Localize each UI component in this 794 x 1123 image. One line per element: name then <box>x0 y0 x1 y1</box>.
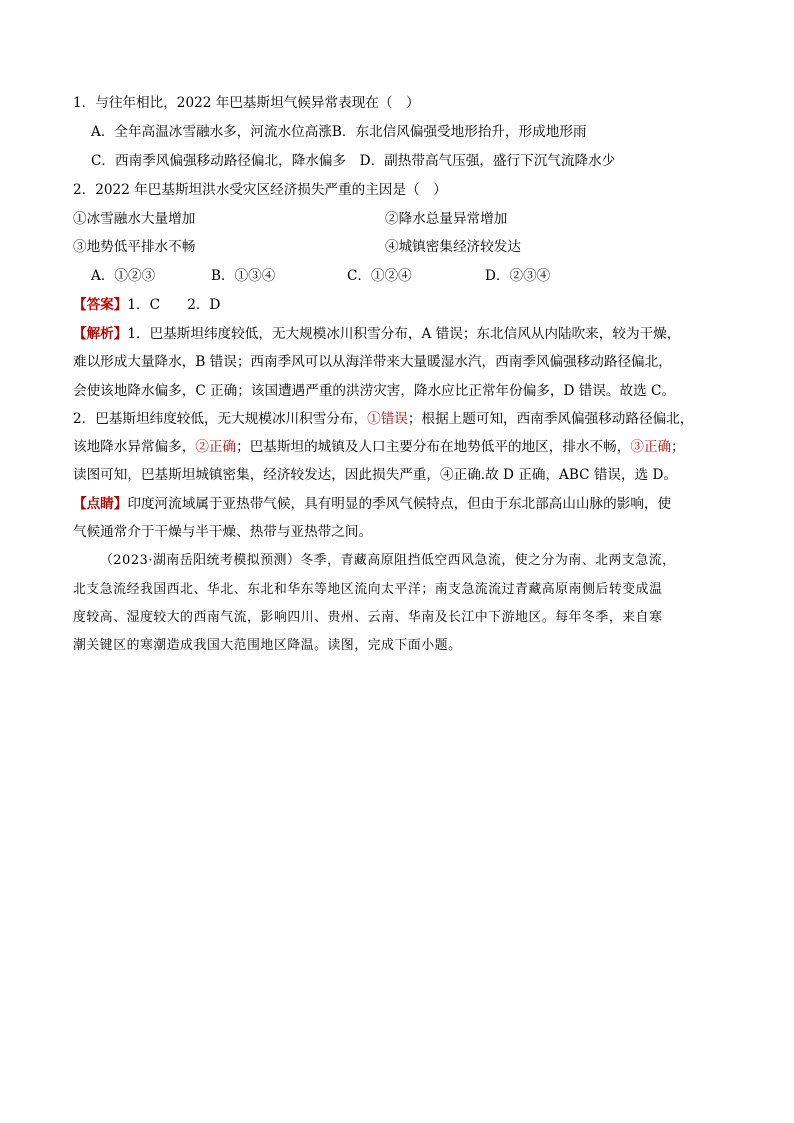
passage-line-2: 北支急流经我国西北、华北、东北和华东等地区流向太平洋；南支急流流过青藏高原南侧后转变成温 <box>73 582 663 597</box>
option-d: D．②③④ <box>485 268 551 284</box>
question-2-items-row2 <box>73 237 521 257</box>
verdict-2-correct: ②正确 <box>195 439 237 455</box>
answer-label: 【答案】 <box>73 297 128 313</box>
item-3: ③地势低平排水不畅 <box>73 239 196 255</box>
analysis-p2-text-2a: 该地降水异常偏多， <box>73 439 196 455</box>
analysis-line-2: 难以形成大量降水，B 错误；西南季风可以从海洋带来大量暖湿水汽，西南季风偏强移动路径偏北， <box>73 354 672 370</box>
comment-line-1 <box>73 494 671 514</box>
comment-text-1: 印度河流域属于亚热带气候，具有明显的季风气候特点，但由于东北部高山山脉的影响，使 <box>127 496 672 512</box>
analysis-p2-text-1a: 2．巴基斯坦纬度较低，无大规模冰川积雪分布， <box>73 411 368 427</box>
answer-text: 1．C 2．D <box>127 297 221 313</box>
item-2: ②降水总量异常增加 <box>385 211 508 227</box>
option-a: A．①②③ <box>91 268 156 284</box>
item-1: ①冰雪融水大量增加 <box>73 211 196 227</box>
question-2-options <box>91 266 611 286</box>
analysis-p2-text-1c: ；根据上题可知，西南季风偏强移动路径偏北， <box>407 411 694 427</box>
option-b: B．①③④ <box>211 268 276 284</box>
analysis-line-1 <box>73 324 680 344</box>
question-1-options-ab: A．全年高温冰雪融水多，河流水位高涨B．东北信风偏强受地形抬升，形成地形雨 <box>91 124 587 140</box>
analysis-text-1: 1．巴基斯坦纬度较低，无大规模冰川积雪分布，A 错误；东北信风从内陆吹来，较为干燥， <box>127 326 681 342</box>
question-1-stem: 1．与往年相比，2022 年巴基斯坦气候异常表现在（ ） <box>73 95 420 111</box>
question-1-options-cd: C．西南季风偏强移动路径偏北，降水偏多 D．副热带高气压强，盛行下沉气流降水少 <box>91 153 616 169</box>
comment-label: 【点睛】 <box>73 496 128 512</box>
analysis-p2-line-2 <box>73 437 685 457</box>
answer-line <box>73 295 220 315</box>
verdict-1-wrong: ①错误 <box>367 411 408 427</box>
question-2-stem: 2．2022 年巴基斯坦洪水受灾区经济损失严重的主因是（ ） <box>73 182 447 198</box>
analysis-p2-text-2c: ；巴基斯坦的城镇及人口主要分布在地势低平的地区，排水不畅， <box>236 439 631 455</box>
analysis-p2-text-2e: ； <box>671 439 685 455</box>
analysis-p2-line-1 <box>73 409 693 429</box>
question-2-items-row1 <box>73 209 508 229</box>
comment-line-2: 气候通常介于干燥与半干燥、热带与亚热带之间。 <box>73 524 373 540</box>
option-c: C．①②④ <box>347 268 412 284</box>
verdict-3-correct: ③正确 <box>630 439 672 455</box>
analysis-line-3: 会使该地降水偏多，C 正确；该国遭遇严重的洪涝灾害，降水应比正常年份偏多，D 错误。故选 C。 <box>73 383 676 399</box>
passage-line-3: 度较高、湿度较大的西南气流，影响四川、贵州、云南、华南及长江中下游地区。每年冬季，来自寒 <box>73 610 663 625</box>
passage-line-4: 潮关键区的寒潮造成我国大范围地区降温。读图，完成下面小题。 <box>73 638 462 653</box>
analysis-label: 【解析】 <box>73 326 128 342</box>
item-4: ④城镇密集经济较发达 <box>385 239 521 255</box>
analysis-p2-line-3: 读图可知，巴基斯坦城镇密集，经济较发达，因此损失严重，④正确.故 D 正确，ABC 错误，选 D。 <box>73 467 678 483</box>
passage-line-1: （2023·湖南岳阳统考模拟预测）冬季，青藏高原阻挡低空西风急流，使之分为南、北两支急流， <box>100 553 676 568</box>
